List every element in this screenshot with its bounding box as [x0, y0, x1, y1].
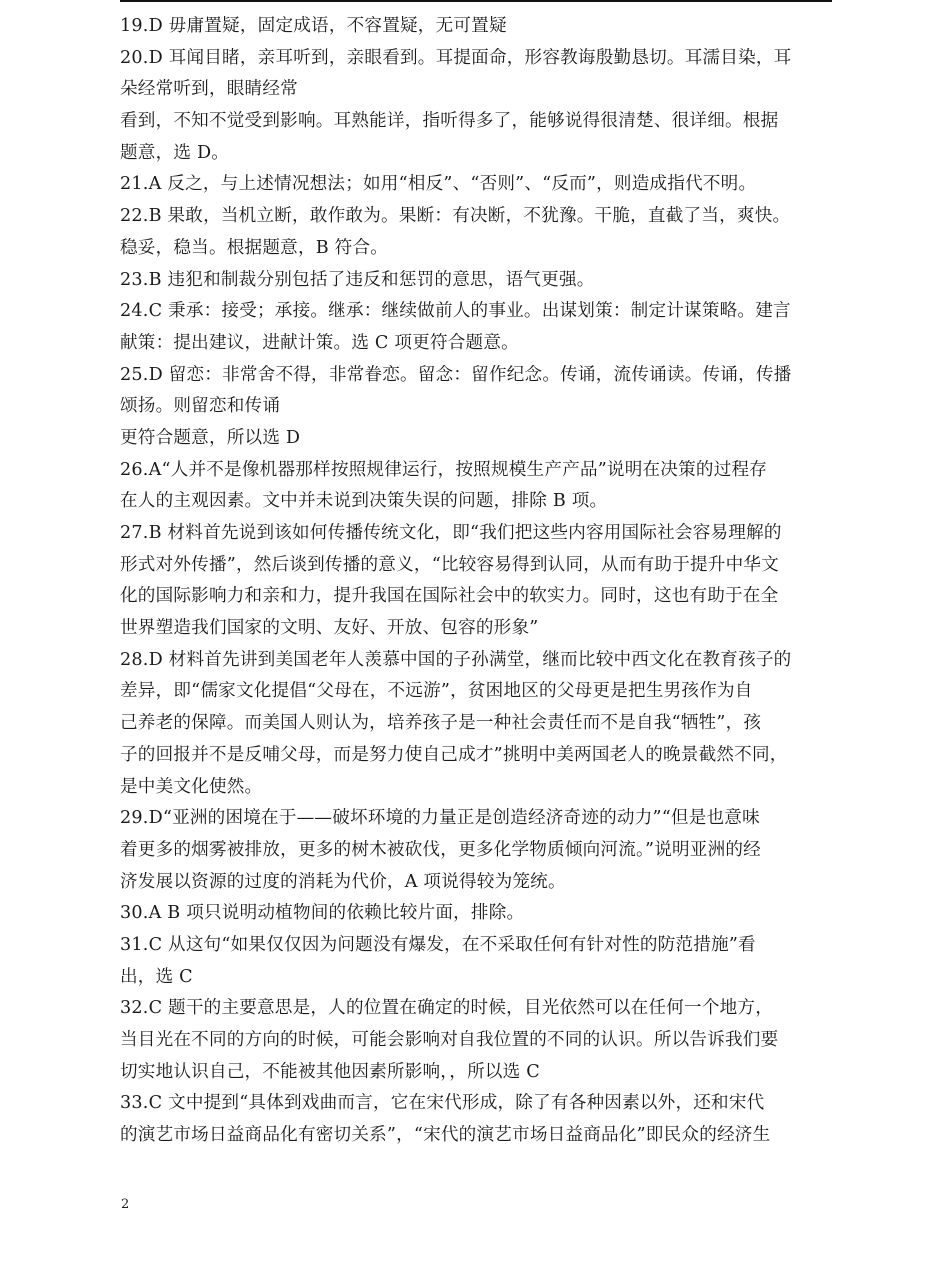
- text-line: 化的国际影响力和亲和力，提升我国在国际社会中的软实力。同时，这也有助于在全: [120, 586, 779, 607]
- text-line: 19.D 毋庸置疑，固定成语，不容置疑，无可置疑: [120, 16, 507, 36]
- text-line: 30.A B 项只说明动植物间的依赖比较片面，排除。: [120, 903, 525, 924]
- text-line: 着更多的烟雾被排放，更多的树木被砍伐，更多化学物质倾向河流。”说明亚洲的经: [120, 839, 761, 860]
- text-line: 在人的主观因素。文中并未说到决策失误的问题，排除 B 项。: [120, 491, 608, 512]
- text-line: 24.C 秉承：接受；承接。继承：继续做前人的事业。出谋划策：制定计谋策略。建言: [120, 301, 791, 322]
- text-line: 稳妥，稳当。根据题意，B 符合。: [120, 237, 389, 258]
- text-line: 切实地认识自己，不能被其他因素所影响，，所以选 C: [120, 1061, 540, 1082]
- text-line: 27.B 材料首先说到该如何传播传统文化，即“我们把这些内容用国际社会容易理解的: [120, 523, 782, 543]
- text-line: 26.A“人并不是像机器那样按照规律运行，按照规模生产产品”说明在决策的过程存: [120, 459, 768, 480]
- text-line: 差异，即“儒家文化提倡“父母在，不远游”，贫困地区的父母更是把生男孩作为自: [120, 681, 753, 702]
- text-line: 朵经常听到，眼睛经常: [120, 79, 298, 100]
- text-line: 25.D 留恋：非常舍不得，非常眷恋。留念：留作纪念。传诵，流传诵读。传诵，传播: [120, 364, 792, 385]
- answer-explanations: [120, 11, 832, 1152]
- text-line: 看到，不知不觉受到影响。耳熟能详，指听得多了，能够说得很清楚、很详细。根据: [120, 111, 779, 132]
- text-line: 33.C 文中提到“具体到戏曲而言，它在宋代形成，除了有各种因素以外，还和宋代: [120, 1093, 765, 1114]
- text-line: 子的回报并不是反哺父母，而是努力使自己成才”挑明中美两国老人的晚景截然不同，: [120, 744, 788, 765]
- text-line: 世界塑造我们国家的文明、友好、开放、包容的形象”: [120, 618, 539, 639]
- text-line: 济发展以资源的过度的消耗为代价，A 项说得较为笼统。: [120, 871, 566, 892]
- text-line: 23.B 违犯和制裁分别包括了违反和惩罚的意思，语气更强。: [120, 269, 595, 290]
- text-line: 29.D“亚洲的困境在于——破坏环境的力量正是创造经济奇迹的动力”“但是也意味: [120, 808, 760, 829]
- text-line: 21.A 反之，与上述情况想法；如用“相反”、“否则”、“反而”，则造成指代不明。: [120, 174, 757, 195]
- text-line: 31.C 从这句“如果仅仅因为问题没有爆发，在不采取任何有针对性的防范措施”看: [120, 934, 756, 955]
- top-rule: [120, 0, 832, 2]
- text-line: 献策：提出建议，进献计策。选 C 项更符合题意。: [120, 332, 519, 353]
- text-line: 的演艺市场日益商品化有密切关系”，“宋代的演艺市场日益商品化”即民众的经济生: [120, 1125, 771, 1146]
- text-line: 当目光在不同的方向的时候，可能会影响对自我位置的不同的认识。所以告诉我们要: [120, 1030, 779, 1050]
- text-line: 出，选 C: [120, 966, 193, 987]
- text-line: 更符合题意，所以选 D: [120, 427, 301, 448]
- text-line: 题意，选 D。: [120, 142, 230, 163]
- text-line: 形式对外传播”，然后谈到传播的意义，“比较容易得到认同，从而有助于提升中华文: [120, 554, 779, 575]
- text-line: 是中美文化使然。: [120, 776, 263, 797]
- text-line: 32.C 题干的主要意思是，人的位置在确定的时候，目光依然可以在任何一个地方，: [120, 998, 774, 1019]
- text-line: 20.D 耳闻目睹，亲耳听到，亲眼看到。耳提面命，形容教诲殷勤恳切。耳濡目染，耳: [120, 47, 792, 68]
- text-line: 22.B 果敢，当机立断，敢作敢为。果断：有决断，不犹豫。干脆，直截了当，爽快。: [120, 206, 791, 227]
- text-line: 28.D 材料首先讲到美国老年人羡慕中国的子孙满堂，继而比较中西文化在教育孩子的: [120, 649, 792, 670]
- text-line: 颂扬。则留恋和传诵: [120, 396, 281, 417]
- text-line: 己养老的保障。而美国人则认为，培养孩子是一种社会责任而不是自我“牺牲”，孩: [120, 713, 762, 734]
- page-number: 2: [121, 1197, 130, 1212]
